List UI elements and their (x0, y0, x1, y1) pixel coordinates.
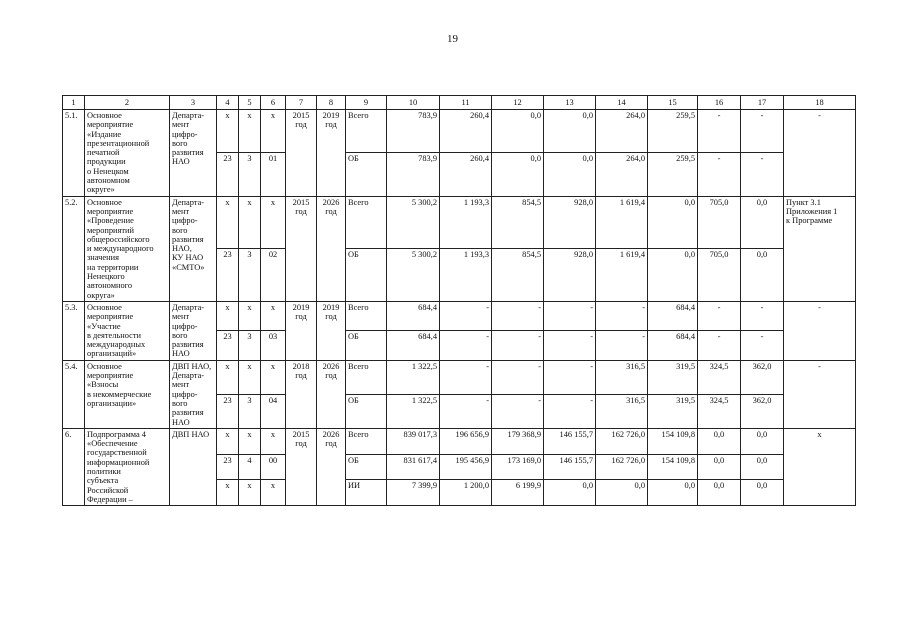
amount-cell: 362,0 (741, 360, 784, 394)
funding-type: Всего (346, 301, 387, 330)
amount-cell: - (698, 153, 741, 196)
amount-cell: 0,0 (648, 480, 698, 506)
amount-cell: 0,0 (648, 196, 698, 249)
amount-cell: 0,0 (741, 249, 784, 302)
amount-cell: 0,0 (596, 480, 648, 506)
code-cell: 23 (217, 394, 239, 428)
funding-type: Всего (346, 360, 387, 394)
column-header: 5 (239, 96, 261, 110)
amount-cell: 0,0 (698, 454, 741, 480)
end-year: 2026 год (317, 360, 346, 428)
code-cell: 00 (261, 454, 286, 480)
item-executor: ДВП НАО, Департа- мент цифро- вого развития НАО (170, 360, 217, 428)
column-header: 2 (85, 96, 170, 110)
code-cell: 23 (217, 331, 239, 360)
item-name: Основное мероприятие «Взносы в некоммерческие организации» (85, 360, 170, 428)
code-cell: х (217, 480, 239, 506)
amount-cell: 173 169,0 (492, 454, 544, 480)
code-cell: х (217, 301, 239, 330)
amount-cell: 684,4 (648, 301, 698, 330)
amount-cell: 259,5 (648, 110, 698, 153)
amount-cell: 0,0 (741, 428, 784, 454)
funding-type: ОБ (346, 454, 387, 480)
item-number: 5.2. (63, 196, 85, 301)
amount-cell: 684,4 (648, 331, 698, 360)
amount-cell: 0,0 (648, 249, 698, 302)
item-number: 6. (63, 428, 85, 505)
amount-cell: 0,0 (492, 110, 544, 153)
amount-cell: - (596, 331, 648, 360)
column-header: 10 (387, 96, 440, 110)
amount-cell: 684,4 (387, 331, 440, 360)
amount-cell: 0,0 (544, 480, 596, 506)
column-header: 12 (492, 96, 544, 110)
table-row (63, 301, 856, 330)
amount-cell: - (492, 301, 544, 330)
amount-cell: - (741, 301, 784, 330)
code-cell: х (239, 428, 261, 454)
item-executor: Департа- мент цифро- вого развития НАО (170, 110, 217, 197)
amount-cell: 146 155,7 (544, 454, 596, 480)
amount-cell: - (596, 301, 648, 330)
code-cell: х (217, 428, 239, 454)
funding-type: ОБ (346, 394, 387, 428)
amount-cell: 839 017,3 (387, 428, 440, 454)
amount-cell: - (544, 360, 596, 394)
code-cell: 23 (217, 153, 239, 196)
amount-cell: - (698, 110, 741, 153)
item-name: Подпрограмма 4 «Обеспечение государственной информационной политики субъекта Российской Федерации – (85, 428, 170, 505)
column-header: 16 (698, 96, 741, 110)
item-number: 5.1. (63, 110, 85, 197)
code-cell: х (217, 360, 239, 394)
amount-cell: 0,0 (741, 480, 784, 506)
amount-cell: 783,9 (387, 110, 440, 153)
amount-cell: 783,9 (387, 153, 440, 196)
amount-cell: - (492, 394, 544, 428)
amount-cell: 1 193,3 (440, 196, 492, 249)
amount-cell: 1 322,5 (387, 394, 440, 428)
end-year: 2019 год (317, 301, 346, 360)
amount-cell: - (698, 301, 741, 330)
amount-cell: 179 368,9 (492, 428, 544, 454)
amount-cell: 146 155,7 (544, 428, 596, 454)
item-executor: Департа- мент цифро- вого развития НАО (170, 301, 217, 360)
amount-cell: 1 200,0 (440, 480, 492, 506)
column-header: 18 (784, 96, 856, 110)
code-cell: 02 (261, 249, 286, 302)
amount-cell: 854,5 (492, 196, 544, 249)
code-cell: х (239, 480, 261, 506)
amount-cell: 195 456,9 (440, 454, 492, 480)
amount-cell: 319,5 (648, 394, 698, 428)
item-number: 5.4. (63, 360, 85, 428)
amount-cell: - (492, 360, 544, 394)
amount-cell: 0,0 (544, 110, 596, 153)
start-year: 2015 год (286, 428, 317, 505)
amount-cell: - (440, 301, 492, 330)
item-name: Основное мероприятие «Издание презентационной печатной продукции о Ненецком автономном округе» (85, 110, 170, 197)
code-cell: 03 (261, 331, 286, 360)
item-name: Основное мероприятие «Проведение мероприятий общероссийского и международного значения на территории Ненецкого автономного округа» (85, 196, 170, 301)
amount-cell: - (544, 394, 596, 428)
column-header: 4 (217, 96, 239, 110)
amount-cell: 705,0 (698, 196, 741, 249)
column-header: 8 (317, 96, 346, 110)
amount-cell: - (440, 394, 492, 428)
end-year: 2026 год (317, 196, 346, 301)
amount-cell: 260,4 (440, 153, 492, 196)
funding-type: ОБ (346, 331, 387, 360)
end-year: 2019 год (317, 110, 346, 197)
amount-cell: 0,0 (741, 196, 784, 249)
amount-cell: 264,0 (596, 153, 648, 196)
amount-cell: - (741, 153, 784, 196)
amount-cell: 259,5 (648, 153, 698, 196)
note-cell: Пункт 3.1 Приложения 1 к Программе (784, 196, 856, 301)
amount-cell: 162 726,0 (596, 428, 648, 454)
code-cell: х (217, 110, 239, 153)
code-cell: х (239, 301, 261, 330)
amount-cell: - (440, 360, 492, 394)
column-header: 1 (63, 96, 85, 110)
amount-cell: 154 109,8 (648, 454, 698, 480)
code-cell: 23 (217, 454, 239, 480)
amount-cell: 7 399,9 (387, 480, 440, 506)
note-cell: - (784, 360, 856, 428)
page-number: 19 (447, 33, 458, 45)
amount-cell: 684,4 (387, 301, 440, 330)
funding-type: ОБ (346, 249, 387, 302)
amount-cell: - (544, 331, 596, 360)
column-header: 6 (261, 96, 286, 110)
amount-cell: 928,0 (544, 249, 596, 302)
start-year: 2015 год (286, 196, 317, 301)
amount-cell: - (698, 331, 741, 360)
amount-cell: 5 300,2 (387, 249, 440, 302)
column-header: 13 (544, 96, 596, 110)
table-row (63, 110, 856, 153)
table-row (63, 196, 856, 249)
code-cell: х (261, 301, 286, 330)
amount-cell: 324,5 (698, 394, 741, 428)
column-header: 7 (286, 96, 317, 110)
code-cell: х (261, 360, 286, 394)
code-cell: 3 (239, 394, 261, 428)
amount-cell: 0,0 (698, 428, 741, 454)
amount-cell: 0,0 (741, 454, 784, 480)
funding-type: Всего (346, 428, 387, 454)
code-cell: х (261, 196, 286, 249)
amount-cell: 154 109,8 (648, 428, 698, 454)
header-row (63, 96, 856, 110)
code-cell: 3 (239, 249, 261, 302)
amount-cell: 928,0 (544, 196, 596, 249)
funding-type: ОБ (346, 153, 387, 196)
amount-cell: 1 193,3 (440, 249, 492, 302)
amount-cell: - (741, 331, 784, 360)
column-header: 14 (596, 96, 648, 110)
code-cell: х (261, 480, 286, 506)
code-cell: х (217, 196, 239, 249)
note-cell: - (784, 110, 856, 197)
code-cell: х (261, 110, 286, 153)
amount-cell: 362,0 (741, 394, 784, 428)
budget-table (62, 95, 856, 506)
amount-cell: 0,0 (544, 153, 596, 196)
code-cell: 01 (261, 153, 286, 196)
amount-cell: - (544, 301, 596, 330)
amount-cell: 319,5 (648, 360, 698, 394)
table-row (63, 428, 856, 454)
amount-cell: 264,0 (596, 110, 648, 153)
amount-cell: 260,4 (440, 110, 492, 153)
column-header: 15 (648, 96, 698, 110)
amount-cell: 831 617,4 (387, 454, 440, 480)
column-header: 11 (440, 96, 492, 110)
amount-cell: 1 619,4 (596, 249, 648, 302)
item-executor: Департа- мент цифро- вого развития НАО, КУ НАО «СМТО» (170, 196, 217, 301)
item-executor: ДВП НАО (170, 428, 217, 505)
column-header: 9 (346, 96, 387, 110)
amount-cell: 1 322,5 (387, 360, 440, 394)
note-cell: х (784, 428, 856, 505)
code-cell: х (261, 428, 286, 454)
amount-cell: 162 726,0 (596, 454, 648, 480)
start-year: 2019 год (286, 301, 317, 360)
amount-cell: 196 656,9 (440, 428, 492, 454)
code-cell: 4 (239, 454, 261, 480)
start-year: 2015 год (286, 110, 317, 197)
amount-cell: 6 199,9 (492, 480, 544, 506)
amount-cell: 0,0 (492, 153, 544, 196)
amount-cell: 324,5 (698, 360, 741, 394)
column-header: 3 (170, 96, 217, 110)
amount-cell: - (440, 331, 492, 360)
item-number: 5.3. (63, 301, 85, 360)
note-cell: - (784, 301, 856, 360)
amount-cell: 854,5 (492, 249, 544, 302)
amount-cell: 1 619,4 (596, 196, 648, 249)
code-cell: 3 (239, 331, 261, 360)
amount-cell: 5 300,2 (387, 196, 440, 249)
funding-type: Всего (346, 196, 387, 249)
start-year: 2018 год (286, 360, 317, 428)
code-cell: х (239, 360, 261, 394)
funding-type: ИИ (346, 480, 387, 506)
column-header: 17 (741, 96, 784, 110)
code-cell: 04 (261, 394, 286, 428)
code-cell: 3 (239, 153, 261, 196)
item-name: Основное мероприятие «Участие в деятельности международных организаций» (85, 301, 170, 360)
code-cell: х (239, 110, 261, 153)
amount-cell: - (492, 331, 544, 360)
amount-cell: 0,0 (698, 480, 741, 506)
amount-cell: 316,5 (596, 394, 648, 428)
code-cell: х (239, 196, 261, 249)
funding-type: Всего (346, 110, 387, 153)
table-row (63, 360, 856, 394)
code-cell: 23 (217, 249, 239, 302)
amount-cell: 705,0 (698, 249, 741, 302)
amount-cell: 316,5 (596, 360, 648, 394)
amount-cell: - (741, 110, 784, 153)
end-year: 2026 год (317, 428, 346, 505)
